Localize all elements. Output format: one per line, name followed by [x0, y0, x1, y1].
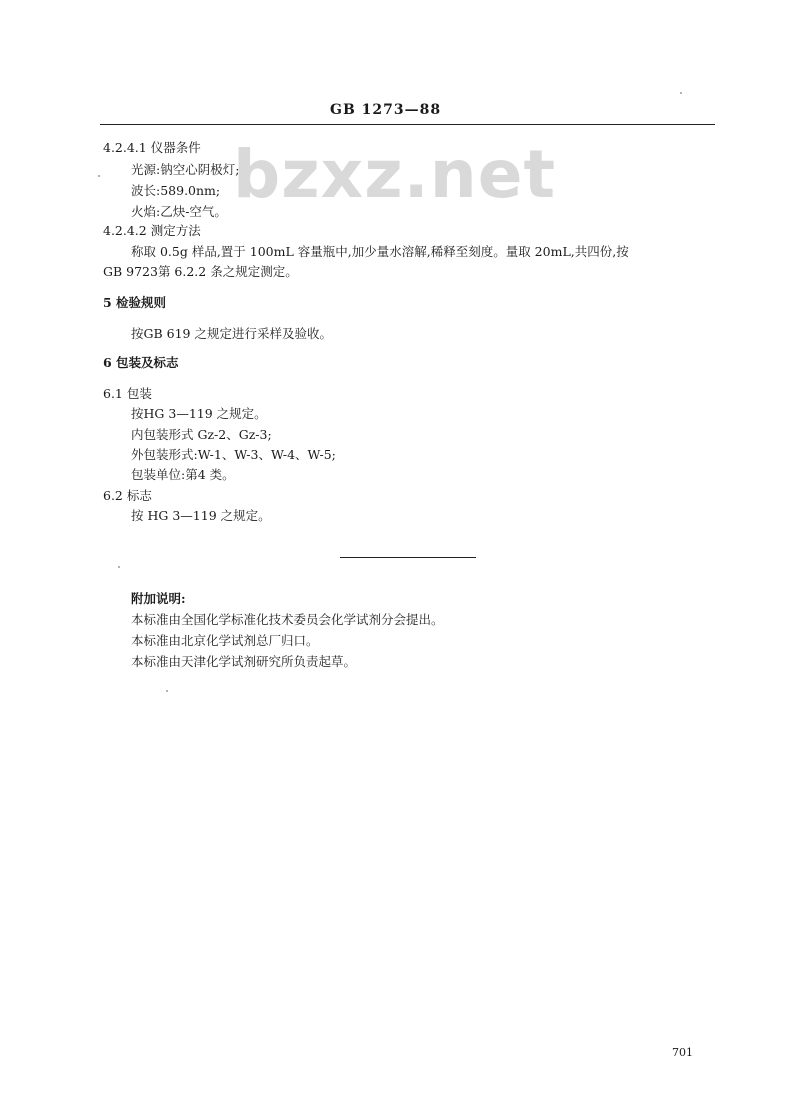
- section-4-2-4-2-heading: 4.2.4.2 测定方法: [103, 223, 201, 238]
- scan-speck: [166, 690, 168, 692]
- header-rule: [100, 124, 715, 125]
- packaging-line: 外包装形式:W-1、W-3、W-4、W-5;: [131, 447, 336, 462]
- wavelength-line: 波长:589.0nm;: [131, 183, 221, 198]
- section-5-heading: 5 检验规则: [103, 295, 167, 310]
- method-text-line-2: GB 9723第 6.2.2 条之规定测定。: [103, 264, 298, 279]
- scan-speck: [98, 175, 100, 177]
- section-6-heading: 6 包装及标志: [103, 355, 179, 370]
- light-source-line: 光源:钠空心阴极灯;: [131, 162, 240, 177]
- packaging-line: 包装单位:第4 类。: [131, 467, 235, 482]
- appendix-line: 本标准由全国化学标准化技术委员会化学试剂分会提出。: [131, 612, 444, 627]
- end-separator: [340, 557, 476, 558]
- section-6-2-heading: 6.2 标志: [103, 488, 152, 503]
- section-4-2-4-1-heading: 4.2.4.1 仪器条件: [103, 140, 201, 155]
- appendix-line: 本标准由天津化学试剂研究所负责起草。: [131, 654, 357, 669]
- scan-speck: [118, 566, 120, 568]
- section-6-2-text: 按 HG 3—119 之规定。: [131, 508, 271, 523]
- watermark-text: bzxz.net: [233, 136, 557, 213]
- section-6-1-heading: 6.1 包装: [103, 386, 152, 401]
- scan-speck: [680, 92, 682, 94]
- packaging-line: 按HG 3—119 之规定。: [131, 406, 267, 421]
- method-text-line-1: 称取 0.5g 样品,置于 100mL 容量瓶中,加少量水溶解,稀释至刻度。量取 20mL,共四份,按: [131, 244, 629, 259]
- appendix-line: 本标准由北京化学试剂总厂归口。: [131, 633, 319, 648]
- appendix-title: 附加说明:: [131, 591, 186, 606]
- packaging-line: 内包装形式 Gz-2、Gz-3;: [131, 427, 272, 442]
- flame-line: 火焰:乙炔-空气。: [131, 204, 227, 219]
- section-5-text: 按GB 619 之规定进行采样及验收。: [131, 326, 332, 341]
- page-number: 701: [672, 1046, 693, 1059]
- standard-number-header: GB 1273—88: [330, 102, 442, 118]
